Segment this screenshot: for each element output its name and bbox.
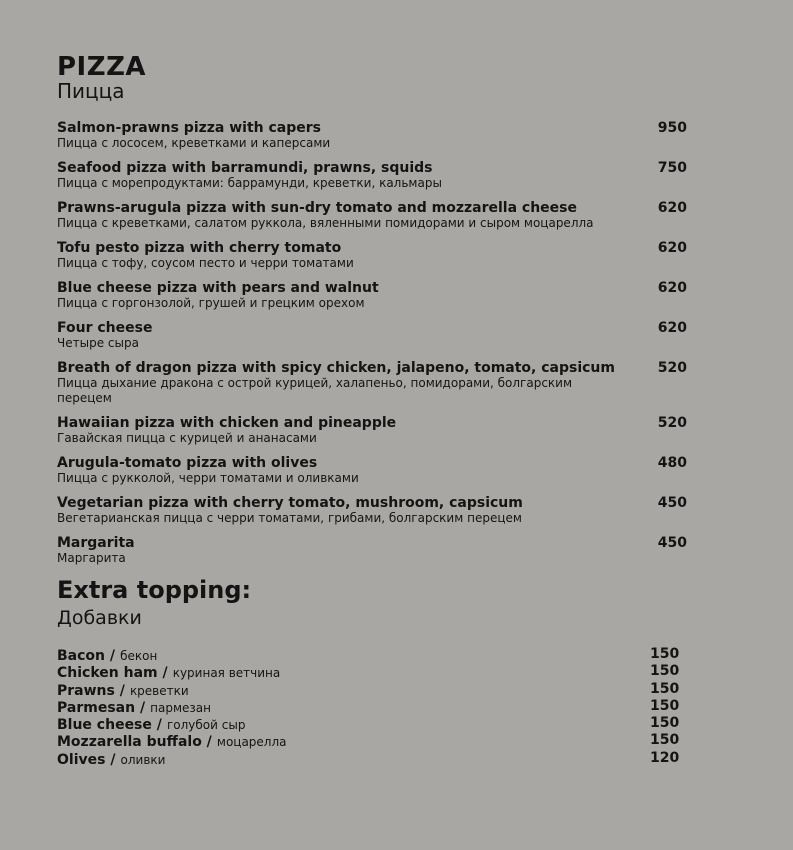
item-description: Пицца с тофу, соусом песто и черри томатами (57, 256, 354, 270)
item-description: Вегетарианская пицца с черри томатами, грибами, болгарским перецем (57, 511, 522, 525)
item-name: Four cheese (57, 320, 153, 336)
topping-name-ru: голубой сыр (166, 718, 246, 733)
item-description: Пицца с морепродуктами: баррамунди, креветки, кальмары (57, 176, 442, 190)
item-description: Четыре сыра (57, 336, 139, 350)
item-name: Arugula-tomato pizza with olives (57, 455, 318, 471)
item-name: Blue cheese pizza with pears and walnut (57, 280, 379, 296)
item-name: Tofu pesto pizza with cherry tomato (57, 240, 342, 256)
item-price: 750 (657, 160, 687, 176)
topping-price: 150 (650, 680, 680, 697)
item-price: 620 (657, 240, 687, 256)
menu-item (57, 495, 757, 526)
pizza-list (57, 120, 757, 566)
item-description: Гавайская пицца с курицей и ананасами (57, 431, 317, 445)
menu-item (57, 280, 757, 311)
topping-name-ru: куриная ветчина (172, 666, 281, 681)
topping-item (57, 646, 757, 663)
item-name: Salmon-prawns pizza with capers (57, 120, 321, 136)
topping-name-ru: моцарелла (216, 735, 287, 750)
section-title: PIZZA (57, 52, 147, 82)
topping-name: Chicken ham / (57, 665, 168, 682)
menu-item (57, 535, 757, 566)
topping-name: Parmesan / (57, 699, 146, 716)
item-description: Пицца с креветками, салатом руккола, вяленными помидорами и сыром моцарелла (57, 216, 594, 230)
menu-item (57, 200, 757, 231)
item-price: 450 (657, 535, 687, 551)
item-name: Breath of dragon pizza with spicy chicken, jalapeno, tomato, capsicum (57, 360, 615, 376)
topping-list (57, 646, 757, 767)
item-price: 620 (657, 200, 687, 216)
topping-name-ru: бекон (120, 649, 158, 663)
topping-item (57, 750, 757, 767)
menu-item (57, 160, 757, 191)
topping-price: 150 (650, 663, 680, 680)
topping-price: 150 (650, 715, 680, 732)
menu-item (57, 455, 757, 486)
topping-name-ru: оливки (120, 752, 166, 767)
item-description: Пицца с горгонзолой, грушей и грецким орехом (57, 296, 365, 310)
topping-name: Mozzarella buffalo / (57, 734, 212, 751)
menu-item (57, 320, 757, 351)
item-price: 620 (657, 320, 687, 336)
topping-item (57, 681, 757, 698)
item-price: 520 (657, 415, 687, 431)
menu-item (57, 120, 757, 151)
extra-topping-subtitle: Добавки (57, 607, 142, 629)
topping-name: Olives / (57, 751, 116, 768)
topping-item (57, 732, 757, 749)
item-price: 520 (657, 360, 687, 376)
item-description: Пицца с лососем, креветками и каперсами (57, 136, 331, 150)
section-subtitle: Пицца (57, 79, 125, 103)
topping-item (57, 663, 757, 680)
item-description: Пицца с рукколой, черри томатами и оливками (57, 471, 359, 485)
topping-price: 120 (650, 749, 680, 766)
item-price: 450 (657, 495, 687, 511)
menu-item (57, 415, 757, 446)
item-name: Hawaiian pizza with chicken and pineapple (57, 415, 397, 431)
menu-page (57, 52, 757, 767)
menu-item (57, 240, 757, 271)
item-name: Seafood pizza with barramundi, prawns, squids (57, 160, 433, 176)
menu-item (57, 360, 757, 406)
topping-item (57, 715, 757, 732)
extra-topping-title: Extra topping: (57, 576, 252, 604)
item-price: 950 (657, 120, 687, 136)
item-description: Пицца дыхание дракона с острой курицей, халапеньо, помидорами, болгарским перецем (57, 376, 573, 405)
item-name: Vegetarian pizza with cherry tomato, mushroom, capsicum (57, 495, 523, 511)
topping-name-ru: креветки (129, 683, 189, 698)
topping-price: 150 (650, 646, 680, 662)
topping-price: 150 (650, 697, 680, 714)
topping-name: Prawns / (57, 682, 125, 699)
topping-name: Blue cheese / (57, 717, 162, 734)
item-description: Маргарита (57, 551, 126, 565)
topping-item (57, 698, 757, 715)
item-price: 620 (657, 280, 687, 296)
topping-price: 150 (650, 732, 680, 749)
item-name: Margarita (57, 535, 135, 551)
topping-name: Bacon / (57, 648, 115, 664)
item-price: 480 (657, 455, 687, 471)
topping-name-ru: пармезан (150, 700, 211, 715)
item-name: Prawns-arugula pizza with sun-dry tomato and mozzarella cheese (57, 200, 577, 216)
